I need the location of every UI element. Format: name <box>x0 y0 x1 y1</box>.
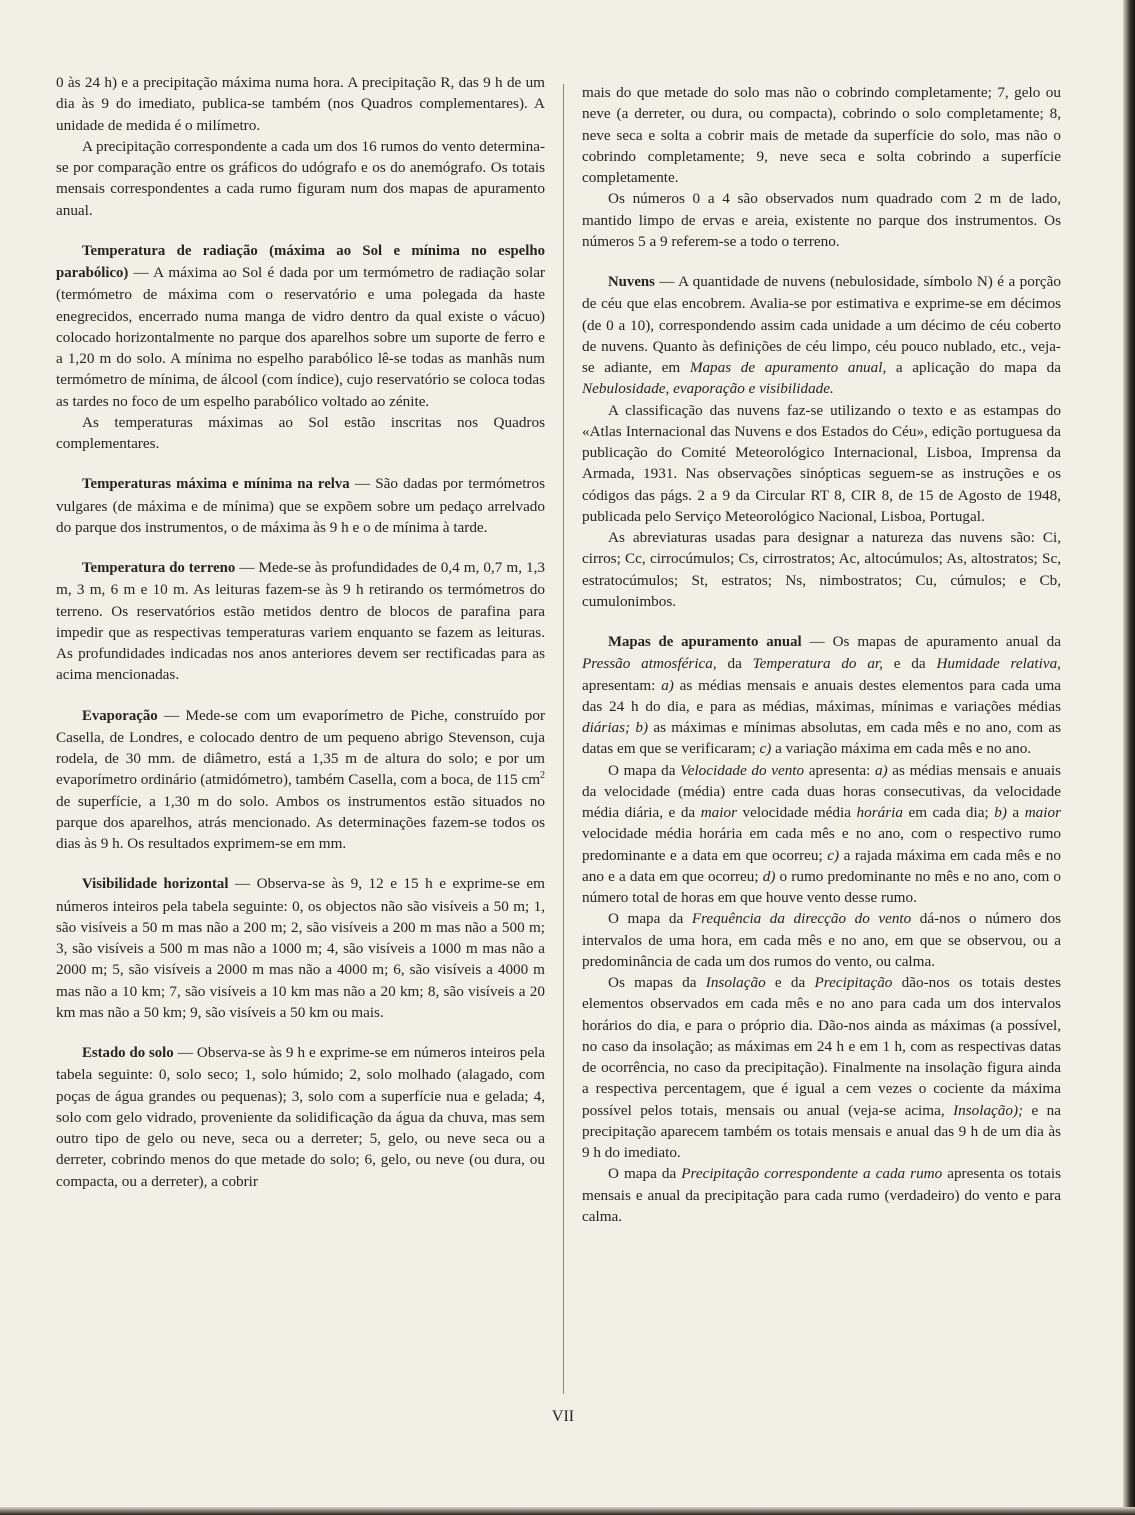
ins-i3: Insolação); <box>953 1101 1024 1119</box>
maps-i7: c) <box>759 740 772 758</box>
heading-visibility: Visibilidade horizontal <box>82 876 229 893</box>
freq-t2: dá-nos o número dos intervalos de uma hora, em cada mês e no ano, em que se observou, ou a predominância de cada um dos rumos do vento, ou calma. <box>582 910 1061 970</box>
clouds-italic-2: Nebulosidade, evaporação e visibilidade. <box>582 380 834 398</box>
vel-i6: maior <box>1024 804 1061 821</box>
section-visibility <box>56 873 545 1023</box>
maps-i6: b) <box>635 719 649 736</box>
freq-t1: O mapa da <box>608 910 692 928</box>
clouds-text-b: a aplicação do mapa da <box>886 359 1061 376</box>
evaporation-text-a: — Mede-se com um evaporímetro de Piche, construído por Casella, de Londres, e colocado dentro de um pequeno abrigo Stevenson, cuja rodela, de 30 mm. de diâmetro, está a 1,35 m de altura do solo; e por um evaporímetro ordinário (atmidómetro), também Casella, com a boca, de 115 cm <box>56 706 545 789</box>
paragraph-wind-frequency <box>582 908 1061 972</box>
paragraph-insolation <box>582 972 1061 1163</box>
vel-t1: O mapa da <box>608 761 681 779</box>
clouds-text-a: — A quantidade de nuvens (nebulosidade, símbolo N) é a porção de céu que elas encobrem. Avalia-se por estimativa e exprime-se em décimos (de 0 a 10), correspondendo assim cada unidade a um décimo de céu coberto de nuvens. Quanto às definições de céu limpo, céu pouco nublado, etc., veja-se adiante, em <box>582 273 1061 376</box>
clouds-italic-1: Mapas de apuramento anual, <box>689 359 887 376</box>
vel-i1: Velocidade do vento <box>680 761 805 779</box>
radiation-text: — A máxima ao Sol é dada por um termómetro de radiação solar (termómetro de máxima com o reservatório e uma polegada da haste enegrecidos, encerrado numa manga de vidro dentro da qual existe o vácuo) colocado horizontalmente no parque dos aparelhos sobre um suporte de ferro e a 1,20 m do solo. A mínima no espelho parabólico lê-se todas as manhãs num termómetro de mínima, de álcool (com índice), cujo reservatório se coloca todas as tardes no foco de um espelho parabólico voltado ao zénite. <box>56 264 545 410</box>
maps-i1: Pressão atmosférica, <box>582 655 717 673</box>
vel-t7: velocidade média horária em cada mês e no ano, com o respectivo rumo predominante e a data em que ocorreu; <box>582 825 1061 864</box>
heading-ground-state: Estado do solo <box>82 1045 174 1061</box>
vel-i5: b) <box>994 804 1007 821</box>
vel-t3: as médias mensais e anuais da velocidade (média) entre cada duas horas consecutivas, da velocidade média diária, e da <box>582 761 1061 821</box>
maps-t7: as máximas e mínimas absolutas, em cada mês e no ano, com as datas em que se verificaram; <box>582 719 1061 758</box>
section-ground-state <box>56 1042 545 1192</box>
heading-clouds: Nuvens <box>608 274 655 290</box>
page-number: VII <box>551 1408 575 1425</box>
ins-i1: Insolação <box>705 974 766 991</box>
ins-t1: Os mapas da <box>608 974 706 991</box>
ins-t4: e na precipitação aparecem também os totais mensais e anual das 9 h de um dia às 9 h do imediato. <box>582 1101 1062 1161</box>
heading-evaporation: Evaporação <box>82 707 158 724</box>
paragraph-wind-speed <box>582 760 1061 909</box>
column-divider <box>563 84 564 1394</box>
paragraph-precipitation-wind: A precipitação correspondente a cada um dos 16 rumos do vento determina-se por comparação entre os gráficos do udógrafo e os do anemógrafo. Os totais mensais correspondentes a cada rumo figuram num dos mapas de apuramento anual. <box>56 137 545 219</box>
prec-t2: apresenta os totais mensais e anual da precipitação para cada rumo (verdadeiro) do vento e para calma. <box>582 1165 1061 1225</box>
heading-grass-temperature: Temperaturas máxima e mínima na relva <box>82 476 350 493</box>
prec-i1: Precipitação correspondente a cada rumo <box>681 1165 943 1183</box>
ins-t2: e da <box>765 974 815 991</box>
paragraph-radiation-note: As temperaturas máximas ao Sol estão inscritas nos Quadros complementares. <box>56 413 545 452</box>
maps-t4: apresentam: <box>582 676 662 694</box>
vel-t5: em cada dia; <box>902 804 995 821</box>
page-edge-right <box>1123 0 1135 1515</box>
visibility-text: — Observa-se às 9, 12 e 15 h e exprime-se em números inteiros pela tabela seguinte: 0, os objectos não são visíveis a 50 m; 1, são visíveis a 50 m mas não a 200 m; 2, são visíveis a 200 m mas não a 500 m; 3, são visíveis a 500 m mas não a 1000 m; 4, são visíveis a 1000 m mas não a 2000 m; 5, são visíveis a 2000 m mas não a 4000 m; 6, são visíveis a 4000 m mas não a 10 km; 7, são visíveis a 10 km mas não a 20 km; 8, são visíveis a 20 km mas não a 50 km; 9, são visíveis a 50 km ou mais. <box>56 875 545 1021</box>
maps-i2: Temperatura do ar, <box>752 655 883 673</box>
vel-t4: velocidade média <box>737 804 857 821</box>
heading-soil-temperature: Temperatura do terreno <box>82 560 236 576</box>
ins-i2: Precipitação <box>814 974 893 991</box>
heading-radiation-temperature: Temperatura de radiação (máxima ao Sol e mínima no espelho parabólico) <box>56 242 545 281</box>
maps-i5: diárias; <box>582 719 631 736</box>
vel-i2: a) <box>874 761 888 779</box>
maps-t1: — Os mapas de apuramento anual da <box>801 633 1061 650</box>
maps-i3: Humidade relativa, <box>936 655 1061 673</box>
section-clouds <box>582 271 1061 400</box>
section-annual-maps <box>582 631 1061 760</box>
section-evaporation <box>56 705 545 855</box>
vel-t2: apresenta: <box>804 761 875 779</box>
left-column <box>56 72 545 1192</box>
maps-t5: as médias mensais e anuais destes elementos para cada uma das 24 h do dia, e para as médias, máximas, mínimas e variações médias <box>582 676 1061 715</box>
maps-t2: da <box>716 655 753 673</box>
section-grass-temperature <box>56 473 545 538</box>
section-soil-temperature <box>56 557 545 686</box>
maps-t3: e da <box>882 655 937 673</box>
vel-t8: a rajada máxima em cada mês e no ano e a data em que ocorreu; <box>582 846 1061 885</box>
prec-t1: O mapa da <box>608 1165 682 1183</box>
right-column <box>582 82 1061 1227</box>
vel-i4: horária <box>856 804 903 821</box>
vel-i7: c) <box>827 846 840 864</box>
vel-t6: a <box>1006 804 1025 821</box>
ground-state-text: — Observa-se às 9 h e exprime-se em números inteiros pela tabela seguinte: 0, solo seco; 1, solo húmido; 2, solo molhado (alagado, com poças de água grandes ou pequenas); 3, solo com a superfície nua e gelada; 4, solo com gelo vidrado, proveniente da solidificação da água da chuva, mas sem outro tipo de gelo ou neve, seca ou a derreter; 5, gelo, ou neve seca ou a derreter, cobrindo menos do que metade do solo; 6, gelo, ou neve (ou dura, ou compacta, ou a derreter), a cobrir <box>56 1044 545 1190</box>
paragraph-precipitation-by-direction <box>582 1163 1061 1227</box>
maps-t8: a variação máxima em cada mês e no ano. <box>771 740 1032 758</box>
paragraph-precipitation-cont: 0 às 24 h) e a precipitação máxima numa hora. A precipitação R, das 9 h de um dia às 9 do imediato, publica-se também (nos Quadros complementares). A unidade de medida é o milímetro. <box>56 74 545 134</box>
paragraph-ground-state-cont: mais do que metade do solo mas não o cobrindo completamente; 7, gelo ou neve (a derreter, ou dura, ou compacta), cobrindo o solo completamente; 8, neve seca e solta a cobrir mais de metade da superfície do solo, mas não o cobrindo completamente; 9, neve seca e solta cobrindo a superfície completamente. <box>582 84 1061 186</box>
evaporation-superscript: 2 <box>540 770 546 782</box>
maps-i4: a) <box>661 676 674 694</box>
grass-text: — São dadas por termómetros vulgares (de máxima e de mínima) que se expõem sobre um pedaço arrelvado do parque dos instrumentos, o de máxima às 9 h e o de mínima à tarde. <box>56 475 545 536</box>
ins-t3: dão-nos os totais destes elementos observados em cada mês e no ano para cada um dos intervalos horários do dia, e para o próprio dia. Dão-nos ainda as máximas (a possível, no caso da insolação; as máximas em 24 h e em 1 h, com as respectivas datas de ocorrência, no caso da precipitação). Finalmente na insolação figura ainda a respectiva percentagem, que é igual a cem vezes o cociente da máxima possível pelos totais, mensais ou anual (veja-se acima, <box>582 974 1061 1119</box>
heading-annual-maps: Mapas de apuramento anual <box>608 634 802 650</box>
vel-t9: o rumo predominante no mês e no ano, com o número total de horas em que houve vento desse rumo. <box>582 867 1062 906</box>
page-edge-bottom <box>0 1507 1135 1515</box>
evaporation-text-b: de superfície, a 1,30 m do solo. Ambos os instrumentos estão situados no parque dos aparelhos, atrás mencionado. As determinações fazem-se todos os dias às 9 h. Os resultados exprimem-se em mm. <box>56 792 545 852</box>
soil-temperature-text: — Mede-se às profundidades de 0,4 m, 0,7 m, 1,3 m, 3 m, 6 m e 10 m. As leituras fazem-se às 9 h retirando os termómetros do terreno. Os reservatórios estão metidos dentro de blocos de parafina para impedir que as respectivas temperaturas variem enquanto se fazem as leituras. As profundidades indicadas nos anos anteriores devem ser rectificadas para as acima mencionadas. <box>56 559 545 684</box>
paragraph-cloud-classification: A classificação das nuvens faz-se utilizando o texto e as estampas do «Atlas Internacional das Nuvens e dos Estados do Céu», edição portuguesa da publicação do Comité Meteorológico Internacional, Lisboa, Imprensa da Armada, 1931. Nas observações sinópticas seguem-se as instruções e os códigos das págs. 2 a 9 da Circular RT 8, CIR 8, de 15 de Agosto de 1948, publicada pelo Serviço Meteorológico Nacional, Lisboa, Portugal. <box>582 401 1061 525</box>
vel-i3: maior <box>700 804 737 821</box>
vel-i8: d) <box>762 867 776 885</box>
paragraph-ground-state-note: Os números 0 a 4 são observados num quadrado com 2 m de lado, mantido limpo de ervas e areia, existente no parque dos instrumentos. Os números 5 a 9 referem-se a todo o terreno. <box>582 190 1061 250</box>
freq-i1: Frequência da direcção do vento <box>691 910 912 928</box>
section-radiation-temperature <box>56 240 545 412</box>
paragraph-cloud-abbreviations: As abreviaturas usadas para designar a natureza das nuvens são: Ci, cirros; Cc, cirrocúmulos; Cs, cirrostratos; Ac, altocúmulos; As, altostratos; Sc, estratocúmulos; St, estratos; Ns, nimbostratos; Cu, cúmulos; e Cb, cumulonimbos. <box>582 529 1061 610</box>
